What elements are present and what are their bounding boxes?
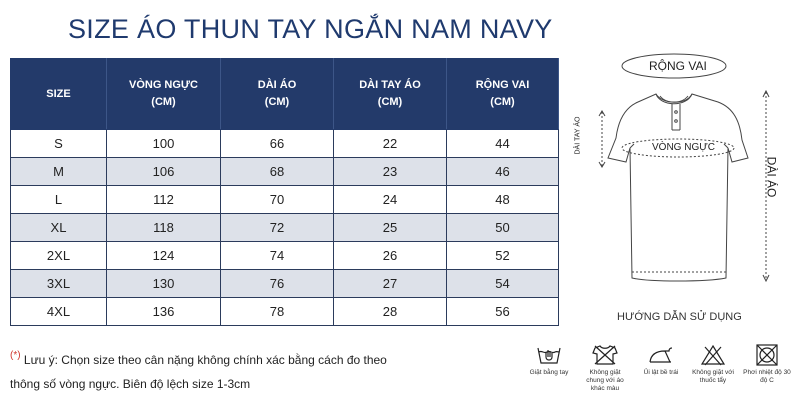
header-size: SIZE bbox=[11, 59, 107, 130]
cell-shoulder: 52 bbox=[447, 242, 559, 270]
cell-shoulder: 48 bbox=[447, 186, 559, 214]
header-sleeve: DÀI TAY ÁO (CM) bbox=[334, 59, 447, 130]
table-row bbox=[11, 186, 559, 214]
cell-shoulder: 56 bbox=[447, 298, 559, 326]
cell-size: 2XL bbox=[11, 242, 107, 270]
cell-size: S bbox=[11, 130, 107, 158]
care-item-dry bbox=[742, 344, 792, 385]
note-marker: (*) bbox=[10, 350, 21, 361]
hand-wash-icon bbox=[536, 344, 562, 366]
no-bleach-icon bbox=[700, 344, 726, 366]
header-shoulder: RỘNG VAI (CM) bbox=[447, 59, 559, 130]
chest-label: VÒNG NGỰC bbox=[652, 142, 715, 153]
tshirt-diagram bbox=[586, 44, 790, 294]
cell-chest: 136 bbox=[107, 298, 221, 326]
care-item-iron bbox=[636, 344, 686, 377]
table-row bbox=[11, 214, 559, 242]
care-label: Phơi nhiệt độ 30 độ C bbox=[743, 369, 791, 384]
cell-sleeve: 23 bbox=[334, 158, 447, 186]
header-chest: VÒNG NGỰC (CM) bbox=[107, 59, 221, 130]
cell-size: L bbox=[11, 186, 107, 214]
cell-sleeve: 28 bbox=[334, 298, 447, 326]
no-tumble-dry-icon bbox=[755, 344, 779, 366]
cell-size: XL bbox=[11, 214, 107, 242]
length-label: DÀI ÁO bbox=[764, 156, 779, 198]
usage-guide-heading: HƯỚNG DẪN SỬ DỤNG bbox=[617, 311, 742, 323]
cell-chest: 100 bbox=[107, 130, 221, 158]
cell-shoulder: 46 bbox=[447, 158, 559, 186]
cell-shoulder: 50 bbox=[447, 214, 559, 242]
cell-chest: 130 bbox=[107, 270, 221, 298]
tshirt-outline-icon bbox=[608, 94, 748, 281]
cell-chest: 118 bbox=[107, 214, 221, 242]
care-item-no-bleach bbox=[688, 344, 738, 385]
care-label: Không giặt chung với áo khác màu bbox=[586, 369, 624, 392]
care-item-separate bbox=[580, 344, 630, 393]
cell-length: 68 bbox=[221, 158, 334, 186]
cell-shoulder: 54 bbox=[447, 270, 559, 298]
do-not-wash-with-others-icon bbox=[591, 344, 619, 366]
cell-sleeve: 25 bbox=[334, 214, 447, 242]
cell-size: 3XL bbox=[11, 270, 107, 298]
cell-sleeve: 24 bbox=[334, 186, 447, 214]
care-label: Không giặt với thuốc tẩy bbox=[692, 369, 734, 384]
cell-length: 72 bbox=[221, 214, 334, 242]
table-header-row bbox=[11, 59, 559, 130]
table-row bbox=[11, 270, 559, 298]
cell-size: M bbox=[11, 158, 107, 186]
cell-length: 70 bbox=[221, 186, 334, 214]
care-item-hand-wash bbox=[524, 344, 574, 377]
table-row bbox=[11, 298, 559, 326]
iron-inside-out-icon bbox=[647, 344, 675, 366]
shoulder-label: RỘNG VAI bbox=[649, 59, 707, 73]
size-note bbox=[10, 348, 387, 396]
table-row bbox=[11, 242, 559, 270]
table-row bbox=[11, 130, 559, 158]
cell-chest: 124 bbox=[107, 242, 221, 270]
care-label: Giặt bằng tay bbox=[529, 369, 569, 376]
cell-shoulder: 44 bbox=[447, 130, 559, 158]
page-title: SIZE ÁO THUN TAY NGẮN NAM NAVY bbox=[68, 14, 553, 44]
cell-sleeve: 27 bbox=[334, 270, 447, 298]
cell-length: 78 bbox=[221, 298, 334, 326]
cell-size: 4XL bbox=[11, 298, 107, 326]
cell-length: 76 bbox=[221, 270, 334, 298]
care-label: Ủi lật bề trái bbox=[643, 369, 679, 376]
cell-chest: 106 bbox=[107, 158, 221, 186]
cell-sleeve: 22 bbox=[334, 130, 447, 158]
header-length: DÀI ÁO (CM) bbox=[221, 59, 334, 130]
size-table bbox=[10, 58, 559, 326]
cell-length: 66 bbox=[221, 130, 334, 158]
cell-chest: 112 bbox=[107, 186, 221, 214]
cell-sleeve: 26 bbox=[334, 242, 447, 270]
cell-length: 74 bbox=[221, 242, 334, 270]
sleeve-label: DÀI TAY ÁO bbox=[574, 116, 582, 155]
table-row bbox=[11, 158, 559, 186]
note-line-2: thông số vòng ngực. Biên độ lệch size 1-3cm bbox=[10, 377, 251, 391]
note-line-1: Lưu ý: Chọn size theo cân nặng không chính xác bằng cách đo theo bbox=[23, 353, 387, 367]
